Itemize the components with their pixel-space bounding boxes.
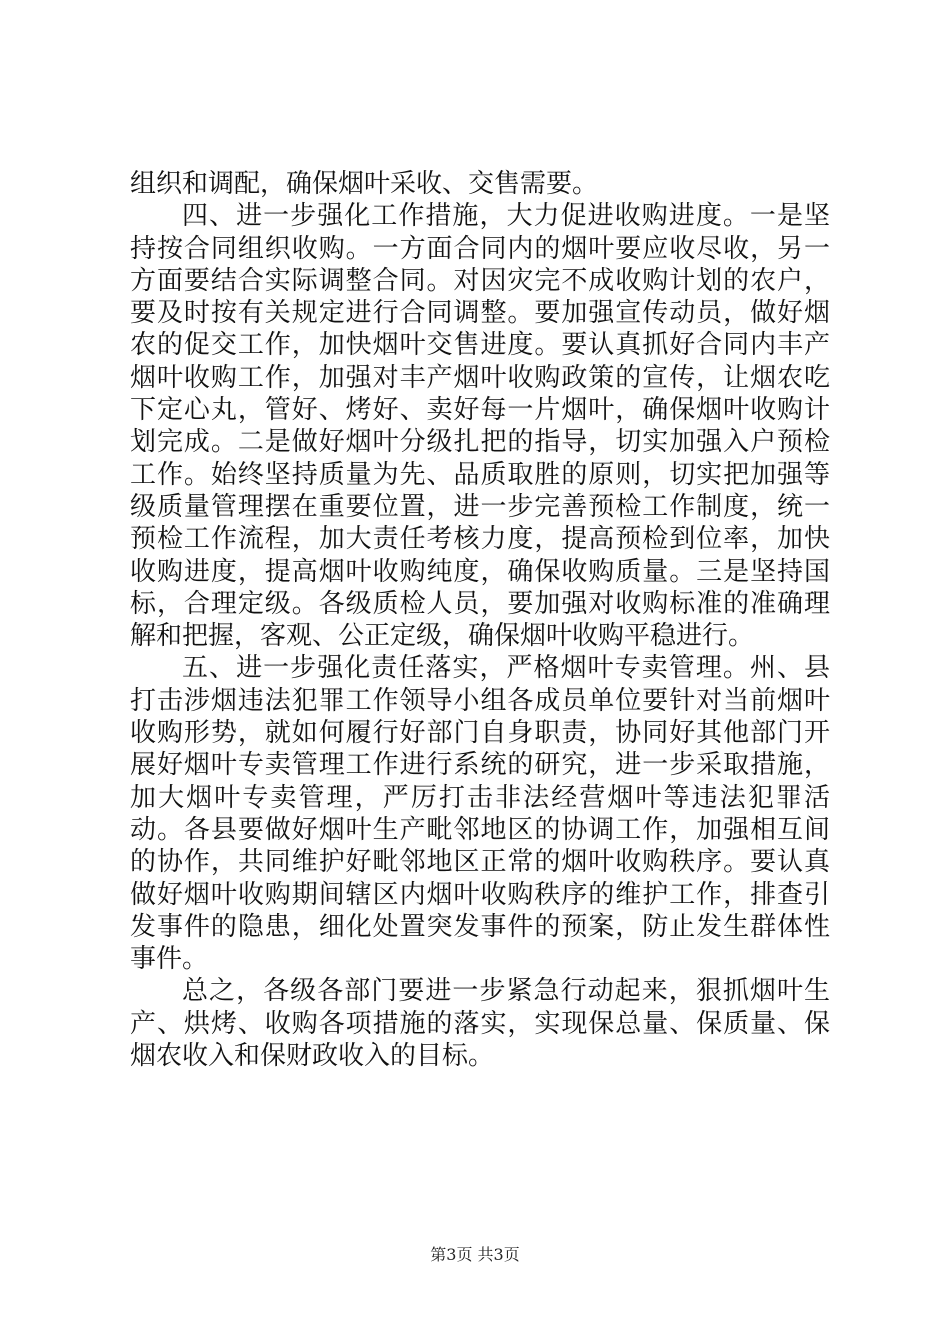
paragraph-section-five: 五、进一步强化责任落实，严格烟叶专卖管理。州、县打击涉烟违法犯罪工作领导小组各成员单位要针对当前烟叶收购形势，就如何履行好部门自身职责，协同好其他部门开展好烟叶专卖管理工作进行系统的研究，进一步采取措施，加大烟叶专卖管理，严厉打击非法经营烟叶等违法犯罪活动。各县要做好烟叶生产毗邻地区的协调工作，加强相互间的协作，共同维护好毗邻地区正常的烟叶收购秩序。要认真做好烟叶收购期间辖区内烟叶收购秩序的维护工作，排查引发事件的隐患，细化处置突发事件的预案，防止发生群体性事件。	[130, 653, 830, 975]
paragraph-continuation: 组织和调配，确保烟叶采收、交售需要。	[130, 169, 599, 199]
paragraph-conclusion: 总之，各级各部门要进一步紧急行动起来，狠抓烟叶生产、烘烤、收购各项措施的落实，实现保总量、保质量、保烟农收入和保财政收入的目标。	[130, 976, 830, 1072]
paragraph-section-four: 四、进一步强化工作措施，大力促进收购进度。一是坚持按合同组织收购。一方面合同内的烟叶要应收尽收，另一方面要结合实际调整合同。对因灾完不成收购计划的农户，要及时按有关规定进行合同调整。要加强宣传动员，做好烟农的促交工作，加快烟叶交售进度。要认真抓好合同内丰产烟叶收购工作，加强对丰产烟叶收购政策的宣传，让烟农吃下定心丸，管好、烤好、卖好每一片烟叶，确保烟叶收购计划完成。二是做好烟叶分级扎把的指导，切实加强入户预检工作。始终坚持质量为先、品质取胜的原则，切实把加强等级质量管理摆在重要位置，进一步完善预检工作制度，统一预检工作流程，加大责任考核力度，提高预检到位率，加快收购进度，提高烟叶收购纯度，确保收购质量。三是坚持国标，合理定级。各级质检人员，要加强对收购标准的准确理解和把握，客观、公正定级，确保烟叶收购平稳进行。	[130, 201, 830, 652]
page-number-footer: 第3页 共3页	[430, 1245, 520, 1264]
document-body	[130, 168, 830, 1072]
